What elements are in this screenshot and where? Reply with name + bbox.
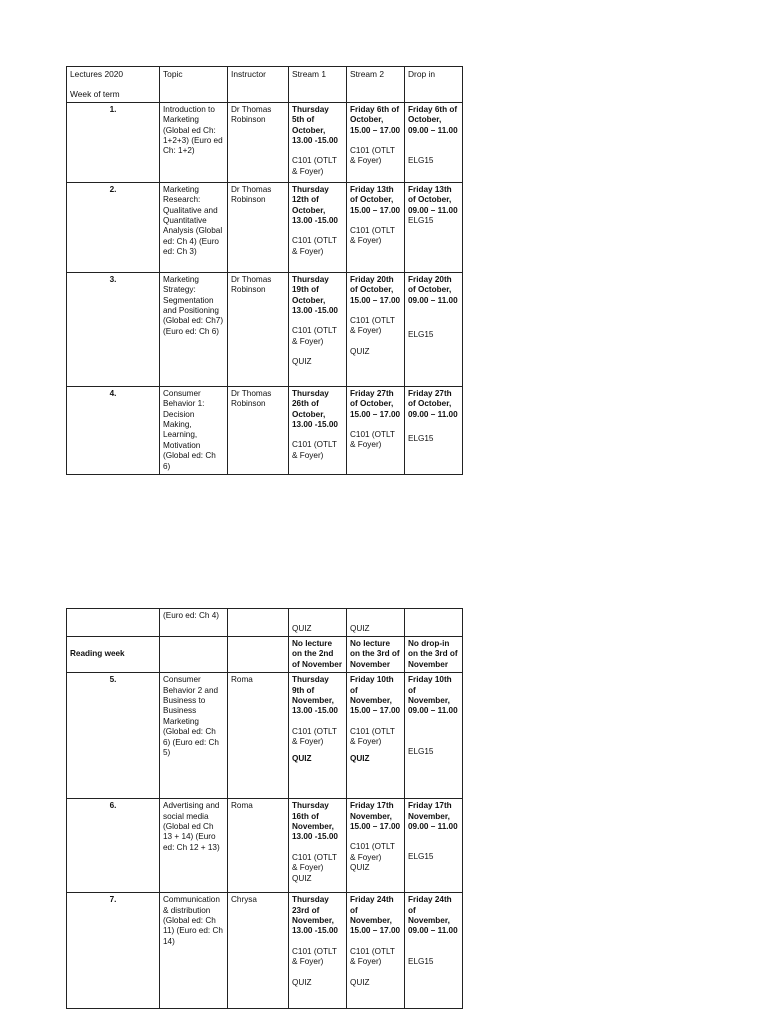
header-stream1: Stream 1 (289, 67, 347, 103)
week-number: 5. (67, 673, 160, 799)
stream1-cell (289, 799, 347, 893)
dropin-cell (405, 182, 463, 272)
instructor-cell: Dr Thomas Robinson (228, 386, 289, 474)
dropin-time: Friday 13th of October, 09.00 – 11.00 (408, 184, 458, 215)
table-row (67, 799, 463, 893)
header-row (67, 67, 463, 103)
stream1-room: C101 (OTLT & Foyer) (292, 440, 337, 460)
stream1-quiz: QUIZ (292, 623, 312, 633)
stream1-time: Thursday 9th of November, 13.00 -15.00 (292, 675, 338, 716)
stream1-cell (289, 673, 347, 799)
week-number: 3. (67, 272, 160, 386)
stream1-cell: No lecture on the 2nd of November (289, 637, 347, 673)
dropin-time: Friday 24th of November, 09.00 – 11.00 (408, 895, 458, 936)
topic-cell: Communication & distribution (Global ed: Ch 11) (Euro ed: Ch 14) (160, 893, 228, 1009)
dropin-cell (405, 673, 463, 799)
topic-cell: (Euro ed: Ch 4) (160, 609, 228, 637)
stream2-quiz: QUIZ (350, 753, 370, 763)
stream2-room: C101 (OTLT & Foyer) (350, 726, 395, 747)
dropin-room: ELG15 (408, 956, 434, 966)
stream1-room: C101 (OTLT & Foyer) (292, 236, 337, 256)
stream2-time: Friday 20th of October, 15.00 – 17.00 (350, 274, 401, 305)
topic-cell: Consumer Behavior 2 and Business to Business Marketing (Global ed: Ch 6) (Euro ed: Ch 5) (160, 673, 228, 799)
dropin-cell (405, 799, 463, 893)
table-row (67, 609, 463, 637)
stream2-room: C101 (OTLT & Foyer) (350, 226, 395, 246)
instructor-cell: Chrysa (228, 893, 289, 1009)
stream1-room: C101 (OTLT & Foyer) (292, 852, 337, 873)
dropin-room: ELG15 (408, 746, 434, 756)
stream1-cell (289, 893, 347, 1009)
dropin-room: ELG15 (408, 434, 434, 444)
header-week-of-term: Week of term (70, 89, 120, 100)
dropin-room: ELG15 (408, 156, 434, 166)
topic-cell: Marketing Research: Qualitative and Quantitative Analysis (Global ed: Ch 4) (Euro ed: Ch 3) (160, 182, 228, 272)
stream1-room: C101 (OTLT & Foyer) (292, 156, 337, 176)
table-row (67, 893, 463, 1009)
instructor-cell: Dr Thomas Robinson (228, 182, 289, 272)
topic-cell: Marketing Strategy: Segmentation and Positioning (Global ed: Ch7) (Euro ed: Ch 6) (160, 272, 228, 386)
stream2-cell (347, 893, 405, 1009)
stream2-cell (347, 102, 405, 182)
stream1-quiz: QUIZ (292, 357, 312, 367)
dropin-room: ELG15 (408, 216, 434, 226)
header-dropin: Drop in (405, 67, 463, 103)
stream2-room: C101 (OTLT & Foyer) (350, 842, 395, 862)
instructor-cell: Roma (228, 799, 289, 893)
topic-cell: Advertising and social media (Global ed Ch 13 + 14) (Euro ed: Ch 12 + 13) (160, 799, 228, 893)
stream1-quiz: QUIZ (292, 977, 312, 987)
stream2-room: C101 (OTLT & Foyer) (350, 946, 395, 967)
stream1-room: C101 (OTLT & Foyer) (292, 946, 337, 967)
table-row (67, 673, 463, 799)
stream2-room: C101 (OTLT & Foyer) (350, 316, 395, 336)
stream2-cell (347, 182, 405, 272)
stream1-cell (289, 182, 347, 272)
dropin-cell (405, 893, 463, 1009)
dropin-time: Friday 10th of November, 09.00 – 11.00 (408, 675, 458, 716)
stream1-quiz: QUIZ (292, 753, 312, 763)
stream1-cell (289, 102, 347, 182)
stream1-cell (289, 386, 347, 474)
week-number: 4. (67, 386, 160, 474)
header-topic: Topic (160, 67, 228, 103)
table-row (67, 386, 463, 474)
stream2-room: C101 (OTLT & Foyer) (350, 146, 395, 166)
table-row (67, 182, 463, 272)
topic-cell: Introduction to Marketing (Global ed Ch: 1+2+3) (Euro ed Ch: 1+2) (160, 102, 228, 182)
stream1-time: Thursday 26th of October, 13.00 -15.00 (292, 388, 338, 430)
stream2-cell (347, 272, 405, 386)
dropin-cell: No drop-in on the 3rd of November (405, 637, 463, 673)
stream2-cell (347, 799, 405, 893)
stream1-time: Thursday 19th of October, 13.00 -15.00 (292, 274, 338, 316)
dropin-cell (405, 386, 463, 474)
stream2-cell (347, 609, 405, 637)
reading-week-label: Reading week (67, 637, 160, 673)
instructor-cell: Dr Thomas Robinson (228, 272, 289, 386)
stream1-room: C101 (OTLT & Foyer) (292, 326, 337, 346)
stream2-time: Friday 17th November, 15.00 – 17.00 (350, 801, 401, 832)
dropin-time: Friday 17th November, 09.00 – 11.00 (408, 801, 458, 832)
dropin-cell (405, 272, 463, 386)
stream2-time: Friday 6th of October, 15.00 – 17.00 (350, 104, 401, 135)
dropin-room: ELG15 (408, 330, 434, 340)
stream2-quiz: QUIZ (350, 863, 370, 873)
stream2-time: Friday 10th of November, 15.00 – 17.00 (350, 675, 401, 716)
week-number: 1. (67, 102, 160, 182)
topic-cell: Consumer Behavior 1: Decision Making, Learning, Motivation (Global ed: Ch 6) (160, 386, 228, 474)
stream2-room: C101 (OTLT & Foyer) (350, 430, 395, 450)
stream1-time: Thursday 23rd of November, 13.00 -15.00 (292, 895, 338, 936)
dropin-time: Friday 27th of October, 09.00 – 11.00 (408, 388, 458, 419)
week-number: 2. (67, 182, 160, 272)
stream2-quiz: QUIZ (350, 977, 370, 987)
stream2-time: Friday 27th of October, 15.00 – 17.00 (350, 388, 401, 419)
stream2-time: Friday 13th of October, 15.00 – 17.00 (350, 184, 401, 215)
week-number: 6. (67, 799, 160, 893)
stream2-quiz: QUIZ (350, 623, 370, 633)
table-row (67, 102, 463, 182)
week-number: 7. (67, 893, 160, 1009)
stream1-room: C101 (OTLT & Foyer) (292, 726, 337, 747)
stream1-quiz: QUIZ (292, 873, 312, 883)
schedule-table-2 (66, 608, 463, 1009)
dropin-cell (405, 102, 463, 182)
instructor-cell: Dr Thomas Robinson (228, 102, 289, 182)
table-row (67, 272, 463, 386)
dropin-time: Friday 20th of October, 09.00 – 11.00 (408, 274, 458, 305)
dropin-room: ELG15 (408, 852, 434, 862)
stream2-quiz: QUIZ (350, 346, 370, 356)
header-instructor: Instructor (228, 67, 289, 103)
stream2-time: Friday 24th of November, 15.00 – 17.00 (350, 895, 401, 936)
stream1-cell (289, 272, 347, 386)
header-lectures: Lectures 2020 Week of term (67, 67, 160, 103)
stream1-time: Thursday 12th of October, 13.00 -15.00 (292, 184, 338, 226)
stream2-cell: No lecture on the 3rd of November (347, 637, 405, 673)
stream1-time: Thursday 16th of November, 13.00 -15.00 (292, 801, 338, 842)
schedule-table-1 (66, 66, 463, 475)
stream1-time: Thursday 5th of October, 13.00 -15.00 (292, 104, 338, 146)
header-stream2: Stream 2 (347, 67, 405, 103)
reading-week-row (67, 637, 463, 673)
stream1-cell (289, 609, 347, 637)
stream2-cell (347, 386, 405, 474)
stream2-cell (347, 673, 405, 799)
instructor-cell: Roma (228, 673, 289, 799)
dropin-time: Friday 6th of October, 09.00 – 11.00 (408, 104, 458, 135)
